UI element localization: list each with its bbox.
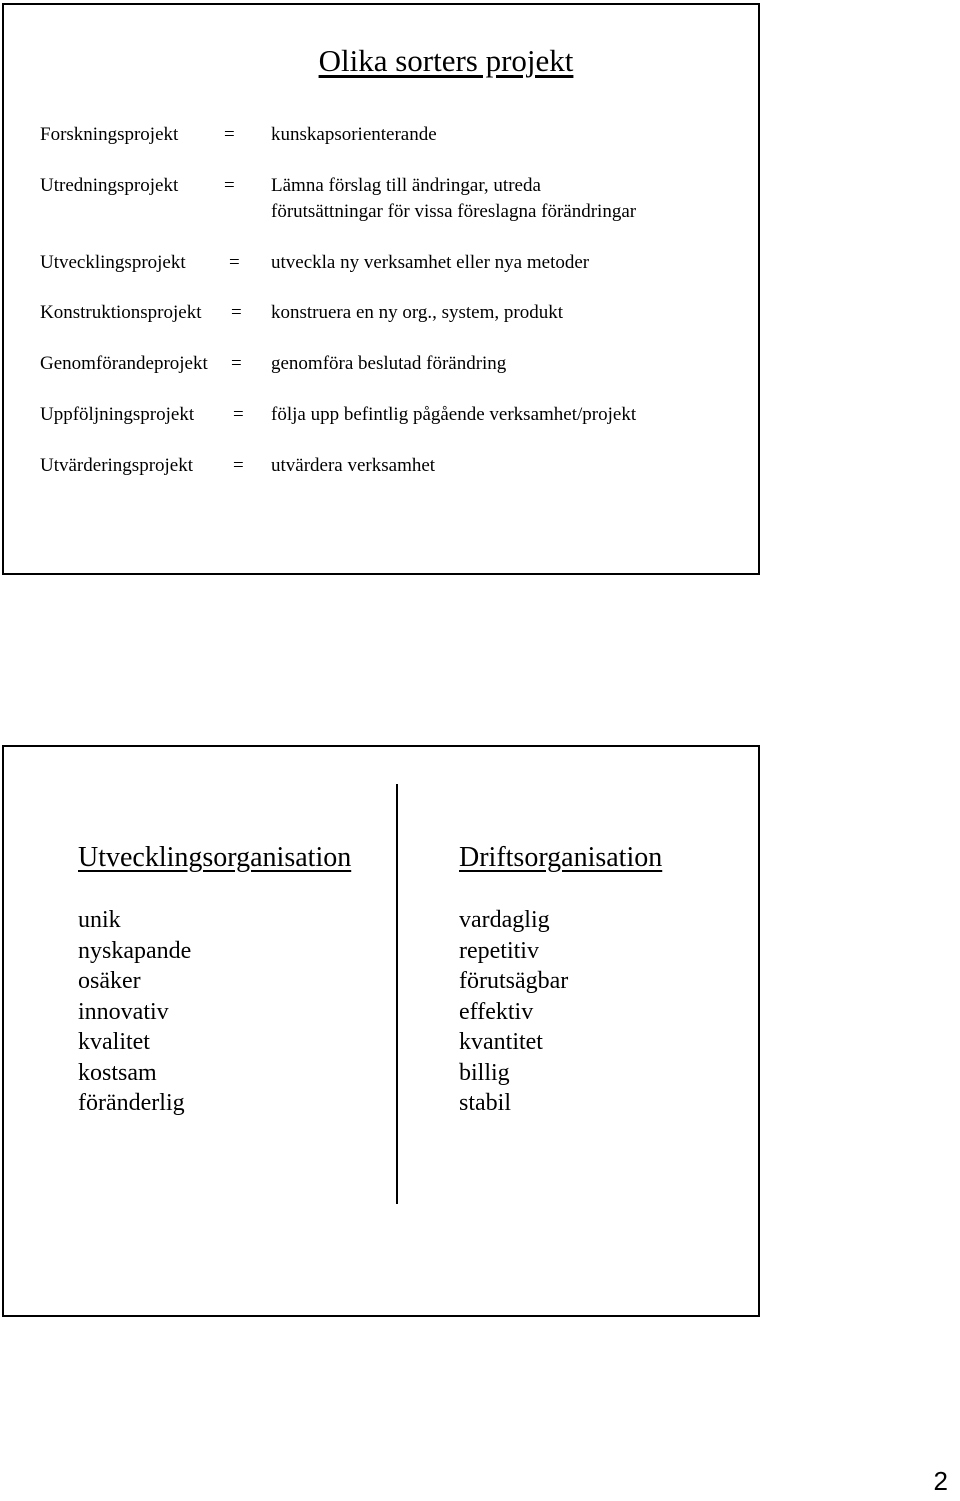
development-organisation-column [78, 841, 351, 1119]
list-item: osäker [78, 968, 141, 994]
definition-description: Lämna förslag till ändringar, utreda [271, 175, 541, 196]
slide-title [4, 43, 758, 79]
definition-term: Uppföljningsprojekt [40, 404, 195, 425]
definition-term: Genomförandeprojekt [40, 353, 208, 374]
definition-term: Utredningsprojekt [40, 175, 179, 196]
list-item: förutsägbar [459, 968, 569, 994]
equals-sign: = [224, 175, 235, 196]
list-item: kvalitet [78, 1029, 150, 1055]
definition-term: Utvärderingsprojekt [40, 455, 194, 476]
list-item: stabil [459, 1090, 511, 1116]
list-item: vardaglig [459, 907, 550, 933]
column-heading: Driftsorganisation [459, 842, 663, 873]
list-item: kvantitet [459, 1029, 543, 1055]
definition-term: Utvecklingsprojekt [40, 252, 186, 273]
definition-description: konstruera en ny org., system, produkt [271, 302, 563, 323]
list-item: föränderlig [78, 1090, 185, 1116]
equals-sign: = [231, 353, 242, 374]
definition-description: kunskapsorienterande [271, 124, 437, 145]
equals-sign: = [233, 455, 244, 476]
definition-term: Forskningsprojekt [40, 124, 179, 145]
slide-title-text: Olika sorters projekt [318, 43, 574, 78]
list-item: effektiv [459, 998, 534, 1025]
trait-list [78, 905, 351, 1119]
trait-list [459, 905, 662, 1119]
definition-description: utveckla ny verksamhet eller nya metoder [271, 252, 590, 273]
definition-description: utvärdera verksamhet [271, 455, 436, 476]
page-number: 2 [933, 1466, 948, 1496]
list-item: innovativ [78, 998, 169, 1025]
slide-project-types [2, 3, 760, 575]
equals-sign: = [229, 252, 240, 273]
column-heading: Utvecklingsorganisation [78, 842, 352, 873]
definition-description: följa upp befintlig pågående verksamhet/projekt [271, 404, 637, 425]
equals-sign: = [224, 124, 235, 145]
definition-description-line-2: förutsättningar för vissa föreslagna förändringar [271, 201, 637, 222]
column-divider [396, 784, 398, 1204]
equals-sign: = [231, 302, 242, 323]
list-item: nyskapande [78, 937, 192, 964]
slide-organisation-comparison [2, 745, 760, 1317]
list-item: repetitiv [459, 937, 539, 964]
definition-term: Konstruktionsprojekt [40, 302, 202, 323]
operations-organisation-column [459, 841, 662, 1119]
equals-sign: = [233, 404, 244, 425]
list-item: billig [459, 1059, 510, 1086]
definition-description: genomföra beslutad förändring [271, 353, 507, 374]
list-item: kostsam [78, 1059, 157, 1086]
list-item: unik [78, 907, 121, 933]
